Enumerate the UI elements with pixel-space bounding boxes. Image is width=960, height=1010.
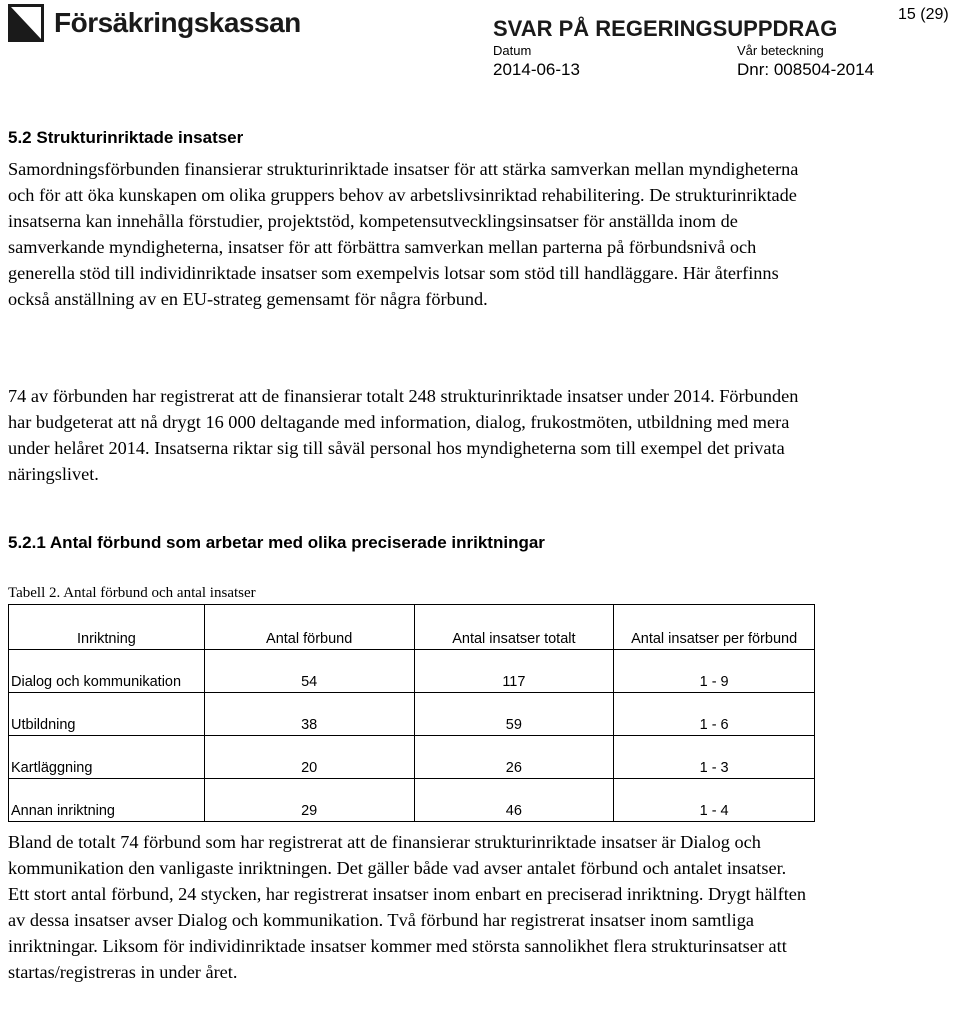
table-row <box>9 779 815 822</box>
reference-value: Dnr: 008504-2014 <box>737 60 875 79</box>
data-table <box>8 604 815 822</box>
column-header: Antal förbund <box>204 605 414 650</box>
table-cell: 38 <box>204 693 414 736</box>
table-cell: Utbildning <box>9 693 205 736</box>
table-cell: 29 <box>204 779 414 822</box>
column-header: Antal insatser per förbund <box>614 605 815 650</box>
table-cell: 117 <box>414 650 614 693</box>
table-caption: Tabell 2. Antal förbund och antal insatser <box>8 585 256 601</box>
table-cell: Kartläggning <box>9 736 205 779</box>
organization-name: Försäkringskassan <box>54 7 301 38</box>
table-cell: 1 - 9 <box>614 650 815 693</box>
table-row <box>9 736 815 779</box>
section-paragraph-2: 74 av förbunden har registrerat att de finansierar totalt 248 strukturinriktade insatser under 2014. Förbunden har budgeterat att nå drygt 16 000 deltagande med information, dialog, frukostmöten, utbildning med mera under helåret 2014. Insatserna riktar sig till såväl personal hos myndigheterna som till exempel det privata näringslivet. <box>8 386 799 484</box>
table-cell: 26 <box>414 736 614 779</box>
section-paragraph-1: Samordningsförbunden finansierar strukturinriktade insatser för att stärka samverkan mellan myndigheterna och för att öka kunskapen om olika gruppers behov av arbetslivsinriktad rehabilitering. De strukturinriktade insatserna kan innehålla förstudier, projektstöd, kompetensutvecklingsinsatser för anställda inom de samverkande myndigheterna, insatser för att förbättra samverkan mellan parterna på förbundsnivå och generella stöd till individinriktade insatser som exempelvis lotsar som stöd till handläggare. Här återfinns också anställning av en EU-strateg gemensamt för några förbund. <box>8 159 799 309</box>
table-cell: Dialog och kommunikation <box>9 650 205 693</box>
table-cell: 1 - 3 <box>614 736 815 779</box>
logo-mark-icon <box>8 4 44 42</box>
column-header: Inriktning <box>9 605 205 650</box>
subsection-heading: 5.2.1 Antal förbund som arbetar med olika preciserade inriktningar <box>8 533 545 552</box>
date-value: 2014-06-13 <box>493 60 580 79</box>
organization-logo <box>8 4 328 46</box>
reference-label: Vår beteckning <box>737 43 824 58</box>
page-number: 15 (29) <box>898 6 949 23</box>
column-header: Antal insatser totalt <box>414 605 614 650</box>
table-cell: 46 <box>414 779 614 822</box>
table-cell: 59 <box>414 693 614 736</box>
table-header-row <box>9 605 815 650</box>
table-cell: Annan inriktning <box>9 779 205 822</box>
table-cell: 20 <box>204 736 414 779</box>
table-row <box>9 693 815 736</box>
table-cell: 1 - 4 <box>614 779 815 822</box>
table-cell: 54 <box>204 650 414 693</box>
document-type: SVAR PÅ REGERINGSUPPDRAG <box>493 16 838 41</box>
table-cell: 1 - 6 <box>614 693 815 736</box>
section-heading: 5.2 Strukturinriktade insatser <box>8 128 244 147</box>
subsection-paragraph: Bland de totalt 74 förbund som har registrerat att de finansierar strukturinriktade insatser är Dialog och kommunikation den vanligaste inriktningen. Det gäller både vad avser antalet förbund och antalet insatser. Ett stort antal förbund, 24 stycken, har registrerat insatser inom enbart en preciserad inriktning. Drygt hälften av dessa insatser avser Dialog och kommunikation. Två förbund har registrerat insatser inom samtliga inriktningar. Liksom för individinriktade insatser kommer med största sannolikhet flera strukturinsatser att startas/registreras in under året. <box>8 832 807 982</box>
table-row <box>9 650 815 693</box>
date-label: Datum <box>493 43 532 58</box>
